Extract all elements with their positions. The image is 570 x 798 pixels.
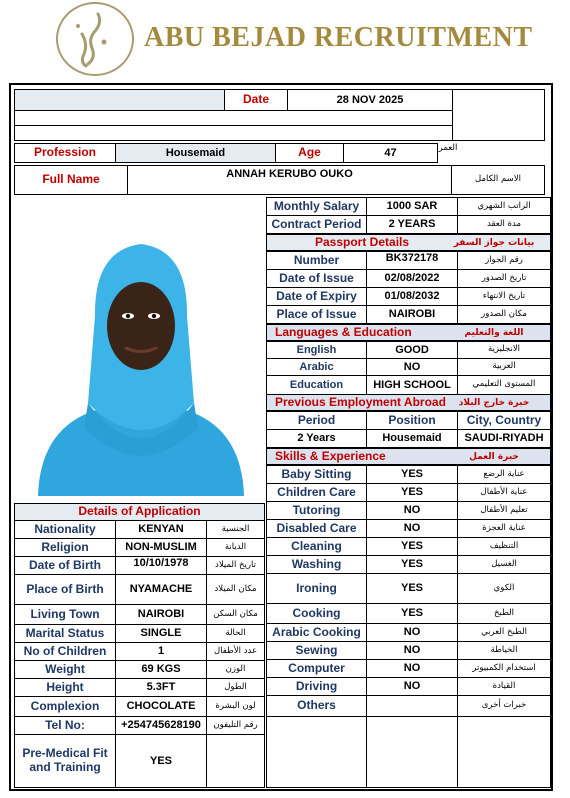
skill-value: NO — [366, 677, 458, 696]
education-value: HIGH SCHOOL — [366, 375, 458, 395]
skill-value: YES — [366, 537, 458, 556]
children-arabic: عدد الأطفال — [206, 642, 265, 661]
english-label: English — [266, 341, 367, 359]
weight-arabic: الوزن — [206, 660, 265, 679]
weight-value: 69 KGS — [115, 660, 207, 679]
date-value: 28 NOV 2025 — [287, 89, 453, 111]
passport-title-arabic: بيانات جواز السفر — [453, 237, 535, 248]
passport-number-arabic: رقم الجواز — [457, 251, 551, 270]
marital-status-arabic: الحالة — [206, 624, 265, 643]
complexion-arabic: لون البشرة — [206, 696, 265, 717]
contract-period-arabic: مدة العقد — [457, 215, 551, 234]
skill-arabic: الخياطة — [457, 641, 551, 660]
candidate-photo — [18, 198, 264, 496]
place-of-birth-arabic: مكان الميلاد — [206, 574, 265, 605]
skill-value: YES — [366, 465, 458, 484]
skill-label: Driving — [266, 677, 367, 696]
marital-status-label: Marital Status — [14, 624, 116, 643]
complexion-value: CHOCOLATE — [115, 696, 207, 717]
nationality-label: Nationality — [14, 520, 116, 539]
religion-arabic: الديانة — [206, 538, 265, 557]
page-header — [0, 0, 570, 80]
skill-label: Others — [266, 695, 367, 717]
tel-arabic: رقم التليفون — [206, 716, 265, 735]
age-arabic: العمر — [438, 143, 458, 154]
height-arabic: الطول — [206, 678, 265, 697]
position-header: Position — [366, 411, 458, 430]
skill-arabic: عناية الرضع — [457, 465, 551, 484]
age-value: 47 — [343, 143, 438, 163]
dob-arabic: تاريخ الميلاد — [206, 556, 265, 575]
nationality-arabic: الجنسية — [206, 520, 265, 539]
skill-label: Baby Sitting — [266, 465, 367, 484]
skills-blank — [457, 716, 551, 788]
arabic-lang-arabic: العربية — [457, 358, 551, 376]
monthly-salary-arabic: الراتب الشهري — [457, 197, 551, 216]
skill-value: YES — [366, 555, 458, 574]
employment-title: Previous Employment Abroad — [275, 394, 446, 409]
skill-label: Sewing — [266, 641, 367, 660]
skill-value: NO — [366, 659, 458, 678]
education-label: Education — [266, 375, 367, 395]
skills-blank — [366, 716, 458, 788]
dob-value: 10/10/1978 — [115, 556, 207, 575]
skill-arabic: الطبخ العربي — [457, 623, 551, 642]
employment-period: 2 Years — [266, 429, 367, 448]
calligraphy-logo-icon — [56, 2, 134, 76]
place-of-birth-label: Place of Birth — [14, 574, 116, 605]
skill-arabic: القيادة — [457, 677, 551, 696]
weight-label: Weight — [14, 660, 116, 679]
blank-row-2 — [14, 125, 453, 141]
city-country-header: City, Country — [457, 411, 551, 430]
pre-medical-value: YES — [115, 734, 207, 788]
expiry-date-arabic: تاريخ الانتهاء — [457, 287, 551, 306]
religion-label: Religion — [14, 538, 116, 557]
skill-arabic: الطبخ — [457, 603, 551, 624]
living-town-label: Living Town — [14, 604, 116, 625]
children-value: 1 — [115, 642, 207, 661]
living-town-arabic: مكان السكن — [206, 604, 265, 625]
english-value: GOOD — [366, 341, 458, 359]
skills-title: Skills & Experience — [275, 448, 386, 463]
full-name-arabic: الاسم الكامل — [451, 165, 545, 195]
education-arabic: المستوى التعليمي — [457, 375, 551, 395]
profession-value: Housemaid — [115, 143, 276, 163]
nationality-value: KENYAN — [115, 520, 207, 539]
dob-label: Date of Birth — [14, 556, 116, 575]
skill-value: NO — [366, 501, 458, 520]
application-section-title: Details of Application — [14, 503, 265, 521]
skill-arabic: تعليم الأطفال — [457, 501, 551, 520]
passport-number-value: BK372178 — [366, 251, 458, 270]
skill-label: Disabled Care — [266, 519, 367, 538]
place-of-birth-value: NYAMACHE — [115, 574, 207, 605]
monthly-salary-label: Monthly Salary — [266, 197, 367, 216]
passport-number-label: Number — [266, 251, 367, 270]
contract-period-label: Contract Period — [266, 215, 367, 234]
complexion-label: Complexion — [14, 696, 116, 717]
skills-title-arabic: خبرة العمل — [469, 451, 519, 462]
age-label: Age — [275, 143, 344, 163]
skill-value — [366, 695, 458, 717]
tel-value: +254745628190 — [115, 716, 207, 735]
full-name-label: Full Name — [14, 165, 128, 195]
languages-title-arabic: اللغة والتعليم — [464, 327, 524, 338]
issue-date-value: 02/08/2022 — [366, 269, 458, 288]
skill-arabic: خبرات أخرى — [457, 695, 551, 717]
employment-location: SAUDI-RIYADH — [457, 429, 551, 448]
issue-date-arabic: تاريخ الصدور — [457, 269, 551, 288]
english-arabic: الانجليزية — [457, 341, 551, 359]
brand-title: ABU BEJAD RECRUITMENT — [144, 22, 533, 53]
arabic-lang-label: Arabic — [266, 358, 367, 376]
header-blank-cell — [452, 89, 545, 141]
contract-period-value: 2 YEARS — [366, 215, 458, 234]
skill-arabic: التنظيف — [457, 537, 551, 556]
skill-label: Cooking — [266, 603, 367, 624]
expiry-date-value: 01/08/2032 — [366, 287, 458, 306]
employment-title-arabic: خبرة خارج البلاد — [458, 397, 530, 408]
skill-label: Tutoring — [266, 501, 367, 520]
skill-value: NO — [366, 519, 458, 538]
employment-position: Housemaid — [366, 429, 458, 448]
passport-title: Passport Details — [315, 234, 410, 249]
skill-arabic: استخدام الكمبيوتر — [457, 659, 551, 678]
skill-arabic: عناية العجزة — [457, 519, 551, 538]
skill-label: Ironing — [266, 573, 367, 604]
date-spacer — [14, 89, 225, 111]
place-of-issue-arabic: مكان الصدور — [457, 305, 551, 324]
skill-value: NO — [366, 641, 458, 660]
expiry-date-label: Date of Expiry — [266, 287, 367, 306]
skill-arabic: الكوي — [457, 573, 551, 604]
children-label: No of Children — [14, 642, 116, 661]
skill-label: Washing — [266, 555, 367, 574]
skill-label: Children Care — [266, 483, 367, 502]
arabic-lang-value: NO — [366, 358, 458, 376]
skill-label: Computer — [266, 659, 367, 678]
skills-blank — [266, 716, 367, 788]
monthly-salary-value: 1000 SAR — [366, 197, 458, 216]
tel-label: Tel No: — [14, 716, 116, 735]
skill-value: YES — [366, 483, 458, 502]
place-of-issue-value: NAIROBI — [366, 305, 458, 324]
skill-label: Arabic Cooking — [266, 623, 367, 642]
pre-medical-label: Pre-Medical Fit and Training — [14, 734, 116, 788]
skill-value: YES — [366, 603, 458, 624]
period-header: Period — [266, 411, 367, 430]
issue-date-label: Date of Issue — [266, 269, 367, 288]
skill-value: YES — [366, 573, 458, 604]
blank-row-1 — [14, 110, 453, 126]
skill-arabic: الغسيل — [457, 555, 551, 574]
languages-title: Languages & Education — [275, 324, 412, 339]
religion-value: NON-MUSLIM — [115, 538, 207, 557]
living-town-value: NAIROBI — [115, 604, 207, 625]
marital-status-value: SINGLE — [115, 624, 207, 643]
date-label: Date — [224, 89, 288, 111]
full-name-value: ANNAH KERUBO OUKO — [127, 165, 452, 195]
height-value: 5.3FT — [115, 678, 207, 697]
skill-label: Cleaning — [266, 537, 367, 556]
skill-value: NO — [366, 623, 458, 642]
pre-medical-arabic — [206, 734, 265, 788]
place-of-issue-label: Place of Issue — [266, 305, 367, 324]
height-label: Height — [14, 678, 116, 697]
skill-arabic: عناية الأطفال — [457, 483, 551, 502]
profession-label: Profession — [14, 143, 116, 163]
